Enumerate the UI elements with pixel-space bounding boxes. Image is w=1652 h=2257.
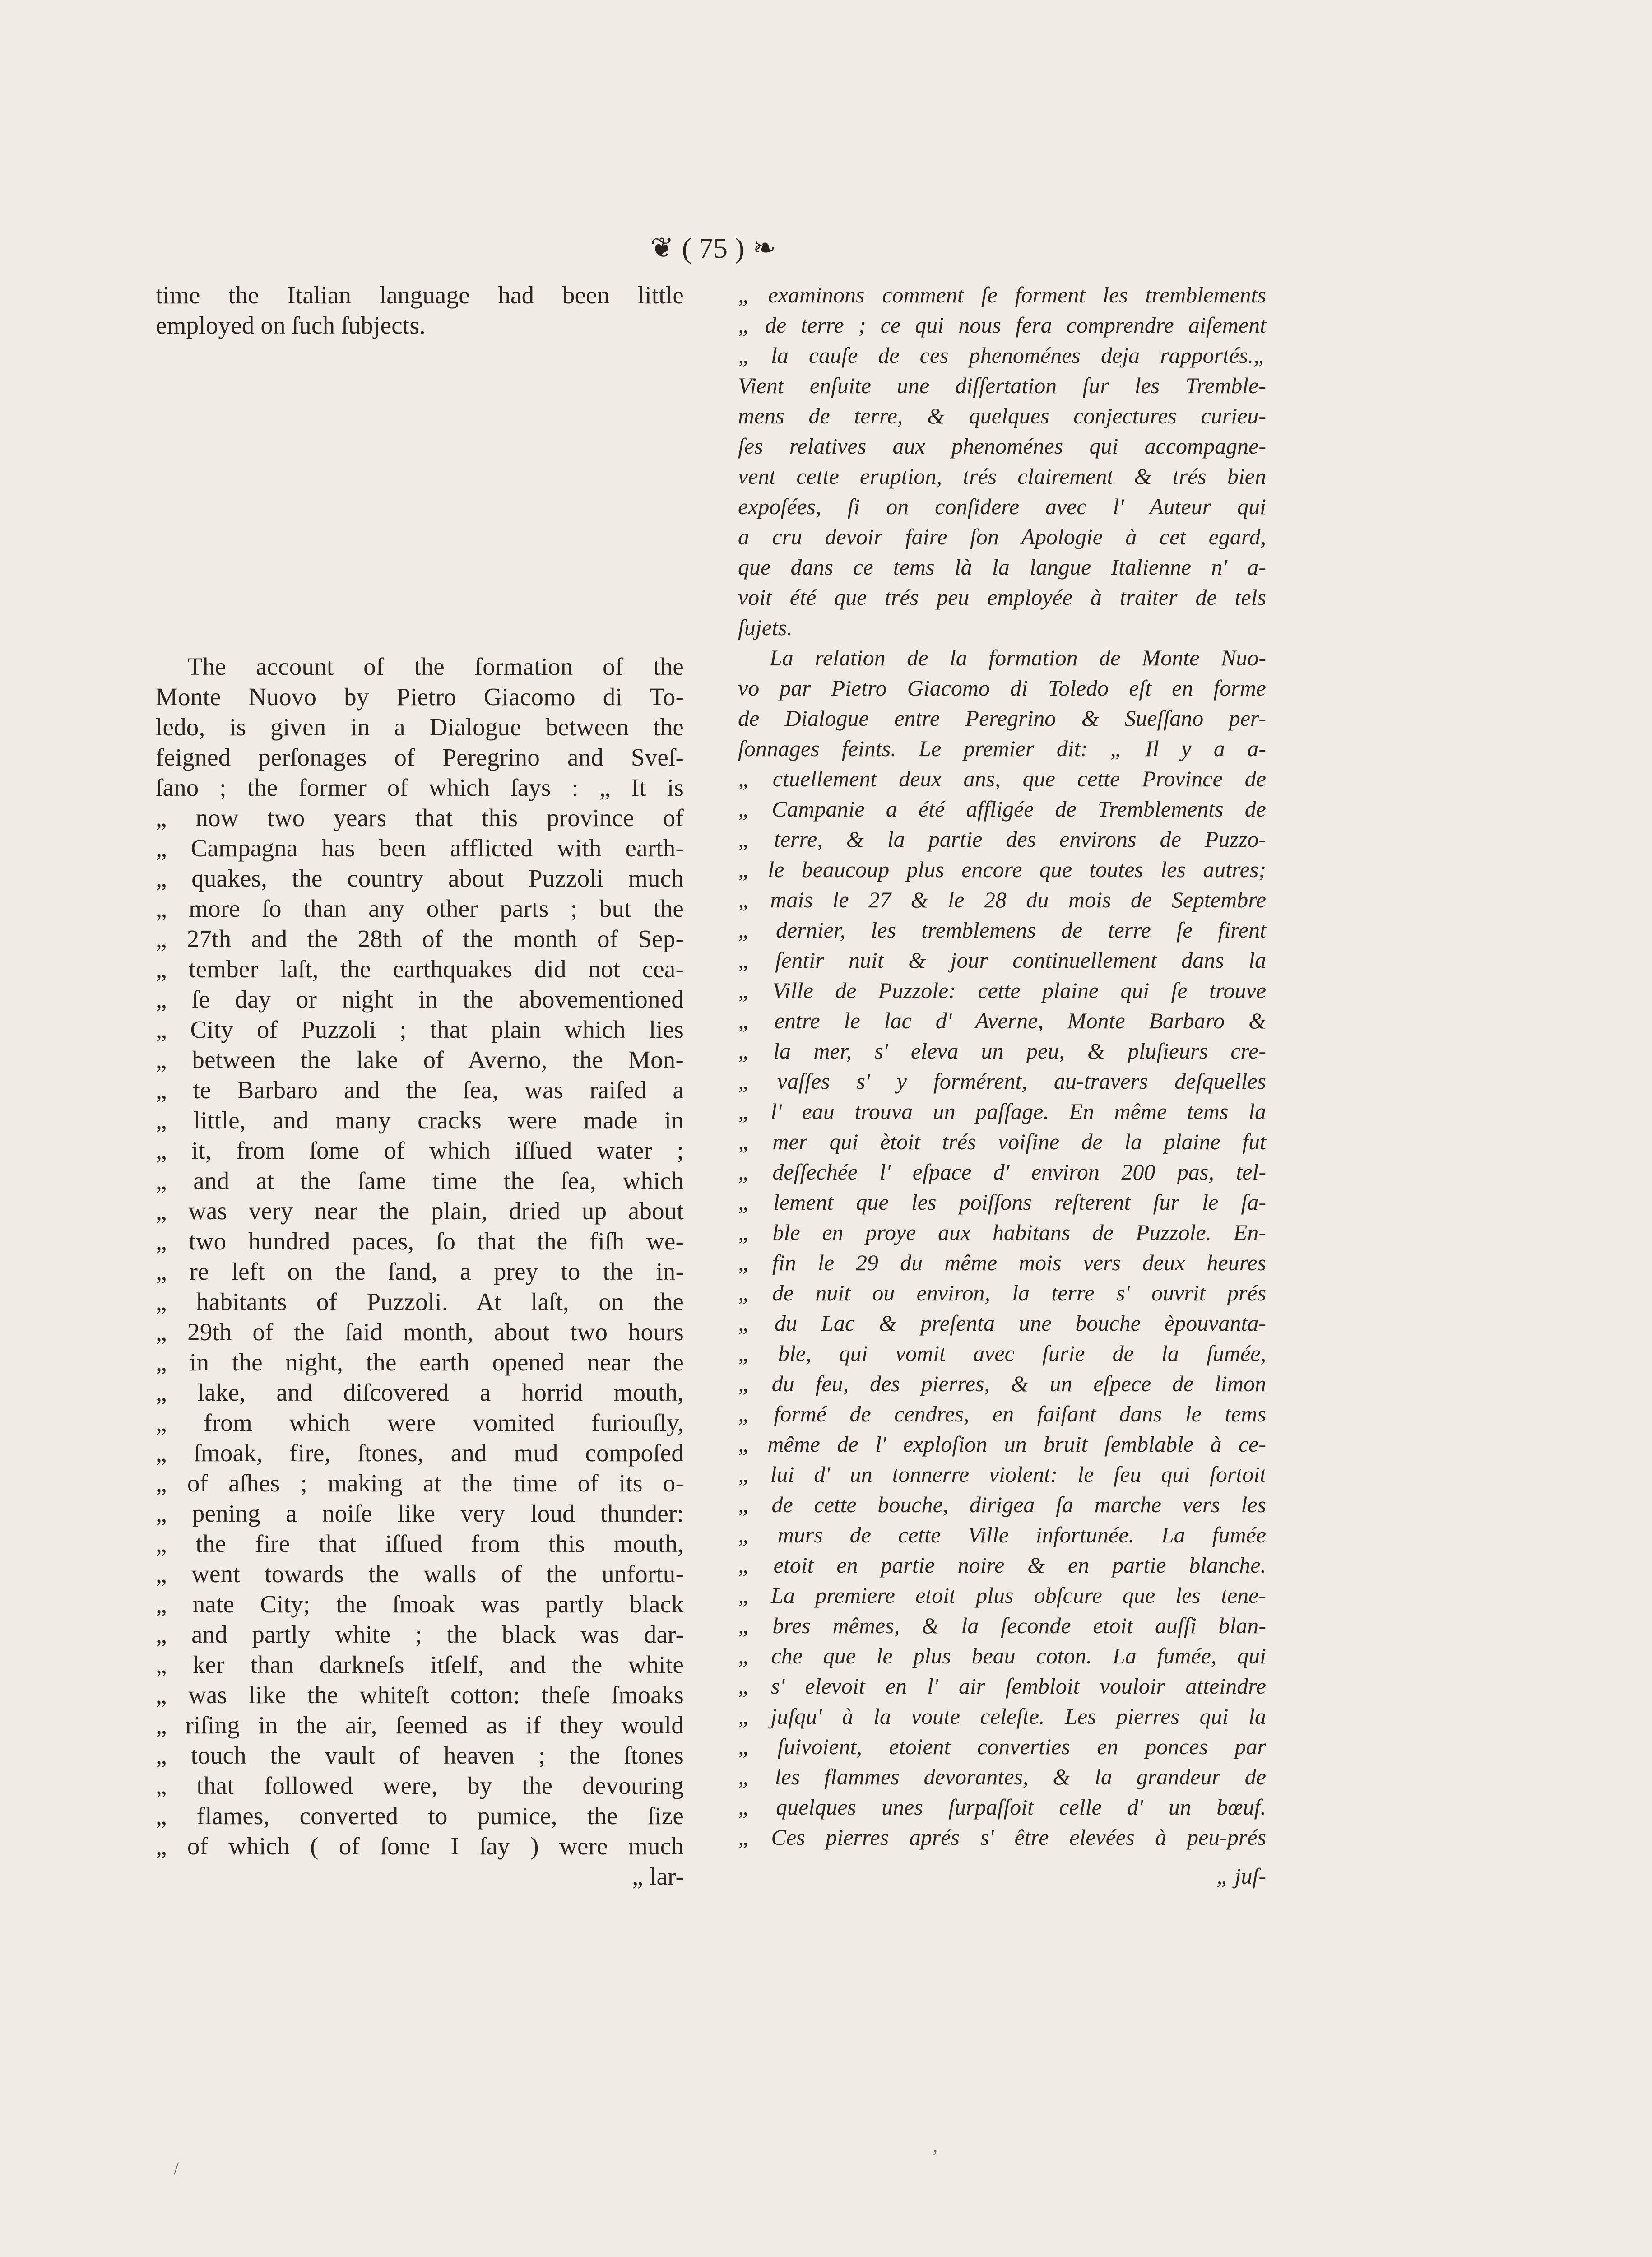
text-line: „ nate City; the ſmoak was partly black [156,1590,684,1618]
text-line: feigned perſonages of Peregrino and Sveſ- [156,743,684,771]
text-line: „ that followed were, by the devouring [156,1772,684,1799]
text-line: „ of aſhes ; making at the time of its o- [156,1469,684,1497]
page-header [627,228,799,269]
text-line: „ le beaucoup plus encore que toutes les autres; [738,857,1266,882]
text-line: „ flames, converted to pumice, the ſize [156,1802,684,1830]
english-column-body [156,651,684,1861]
text-line: „ re left on the ſand, a prey to the in- [156,1258,684,1285]
text-line: „ formé de cendres, en faiſant dans le tems [738,1401,1266,1426]
text-line: „ la mer, s' eleva un peu, & pluſieurs cre- [738,1038,1266,1063]
text-line: ſonnages feints. Le premier dit: „ Il y a a- [738,736,1266,761]
text-line: ſano ; the former of which ſays : „ It is [156,774,684,801]
text-line: „ de terre ; ce qui nous fera comprendre aiſement [738,312,1266,338]
text-line: „ Campanie a été affligée de Tremblements de [738,796,1266,822]
text-line: „ dernier, les tremblemens de terre ſe firent [738,917,1266,943]
text-line: „ ble en proye aux habitans de Puzzole. En- [738,1220,1266,1245]
english-catchword: „ lar- [632,1862,684,1890]
text-line: „ entre le lac d' Averne, Monte Barbaro & [738,1008,1266,1033]
text-line: „ ſmoak, fire, ſtones, and mud compoſed [156,1439,684,1467]
text-line: „ de nuit ou environ, la terre s' ouvrit prés [738,1280,1266,1305]
text-line: „ deſſechée l' eſpace d' environ 200 pas, tel- [738,1159,1266,1184]
text-line: „ mais le 27 & le 28 du mois de Septembre [738,887,1266,912]
text-line: employed on ſuch ſubjects. [156,311,426,339]
stray-mark: / [174,2158,179,2178]
text-line: „ and partly white ; the black was dar- [156,1621,684,1648]
text-line: „ 27th and the 28th of the month of Sep- [156,925,684,952]
text-line: „ pening a noiſe like very loud thunder: [156,1500,684,1527]
text-line: „ was like the whiteſt cotton: theſe ſmoaks [156,1681,684,1709]
text-line: „ habitants of Puzzoli. At laſt, on the [156,1288,684,1315]
text-line: „ now two years that this province of [156,804,684,831]
text-line: Vient enſuite une diſſertation ſur les Tremble- [738,373,1266,398]
text-line: de Dialogue entre Peregrino & Sueſſano per- [738,706,1266,731]
text-line: „ 29th of the ſaid month, about two hours [156,1318,684,1346]
text-line: „ ſentir nuit & jour continuellement dans la [738,947,1266,973]
text-line: „ du feu, des pierres, & un eſpece de limon [738,1371,1266,1396]
english-column-top [156,280,684,340]
text-line: expoſées, ſi on conſidere avec l' Auteur qui [738,494,1266,519]
french-column [738,280,1266,1853]
stray-mark: ‚ [932,2136,938,2156]
text-line: ledo, is given in a Dialogue between the [156,713,684,741]
text-line: „ quelques unes ſurpaſſoit celle d' un bœuf. [738,1794,1266,1820]
text-line: „ went towards the walls of the unfortu- [156,1560,684,1588]
text-line: The account of the formation of the [187,653,684,680]
text-line: que dans ce tems là la langue Italienne n' a- [738,554,1266,580]
text-line: „ terre, & la partie des environs de Puzzo- [738,827,1266,852]
text-line: „ Campagna has been afflicted with earth- [156,834,684,862]
text-line: vo par Pietro Giacomo di Toledo eſt en forme [738,675,1266,701]
text-line: mens de terre, & quelques conjectures curieu- [738,403,1266,428]
text-line: „ les flammes devorantes, & la grandeur de [738,1764,1266,1789]
text-line: „ Ces pierres aprés s' être elevées à peu-prés [738,1825,1266,1850]
text-line: „ City of Puzzoli ; that plain which lies [156,1016,684,1043]
page-number: ( 75 ) [682,232,745,264]
text-line: „ de cette bouche, dirigea ſa marche vers les [738,1492,1266,1517]
text-line: „ tember laſt, the earthquakes did not cea- [156,955,684,983]
text-line: „ little, and many cracks were made in [156,1106,684,1134]
text-line: „ lake, and diſcovered a horrid mouth, [156,1379,684,1406]
text-line: vent cette eruption, trés clairement & trés bien [738,464,1266,489]
text-line: „ touch the vault of heaven ; the ſtones [156,1742,684,1769]
text-line: „ ker than darkneſs itſelf, and the white [156,1651,684,1678]
text-line: „ fin le 29 du même mois vers deux heures [738,1250,1266,1275]
text-line: „ lement que les poiſſons reſterent ſur le ſa- [738,1189,1266,1215]
text-line: „ la cauſe de ces phenoménes deja rapportés.„ [738,343,1266,368]
text-line: „ l' eau trouva un paſſage. En même tems la [738,1099,1266,1124]
text-line: „ Ville de Puzzole: cette plaine qui ſe trouve [738,978,1266,1003]
text-line: „ juſqu' à la voute celeſte. Les pierres qui la [738,1704,1266,1729]
text-line: „ mer qui ètoit trés voiſine de la plaine fut [738,1129,1266,1154]
text-line: „ te Barbaro and the ſea, was raiſed a [156,1076,684,1104]
text-line: ſujets. [738,615,793,640]
text-line: La relation de la formation de Monte Nuo- [770,645,1266,670]
text-line: a cru devoir faire ſon Apologie à cet egard, [738,524,1266,549]
text-line: „ more ſo than any other parts ; but the [156,895,684,922]
text-line: „ quakes, the country about Puzzoli much [156,864,684,892]
text-line: „ vaſſes s' y formérent, au-travers deſquelles [738,1068,1266,1094]
text-line: „ murs de cette Ville infortunée. La fumée [738,1522,1266,1547]
text-line: „ from which were vomited furiouſly, [156,1409,684,1436]
text-line: „ of which ( of ſome I ſay ) were much [156,1832,684,1860]
text-line: „ two hundred paces, ſo that the fiſh we- [156,1227,684,1255]
text-line: „ ble, qui vomit avec furie de la fumée, [738,1341,1266,1366]
text-line: ſes relatives aux phenoménes qui accompagne- [738,433,1266,459]
text-line: „ was very near the plain, dried up about [156,1197,684,1225]
text-line: „ même de l' exploſion un bruit ſemblable à ce- [738,1431,1266,1457]
french-catchword: „ juſ- [1216,1863,1266,1889]
text-line: „ between the lake of Averno, the Mon- [156,1046,684,1073]
text-line: voit été que trés peu employée à traiter de tels [738,585,1266,610]
ornament-right-icon: ❧ [752,233,776,264]
text-line: Monte Nuovo by Pietro Giacomo di To- [156,683,684,711]
text-line: time the Italian language had been little [156,281,684,309]
text-line: „ it, from ſome of which iſſued water ; [156,1137,684,1164]
text-line: „ ctuellement deux ans, que cette Province de [738,766,1266,791]
text-line: „ che que le plus beau coton. La fumée, qui [738,1643,1266,1668]
text-line: „ etoit en partie noire & en partie blanche. [738,1552,1266,1578]
text-line: „ La premiere etoit plus obſcure que les tene- [738,1583,1266,1608]
text-line: „ lui d' un tonnerre violent: le feu qui ſortoit [738,1462,1266,1487]
ornament-left-icon: ❦ [650,233,674,264]
text-line: „ and at the ſame time the ſea, which [156,1167,684,1194]
text-line: „ ſe day or night in the abovementioned [156,985,684,1013]
text-line: „ du Lac & preſenta une bouche èpouvanta- [738,1310,1266,1336]
text-line: „ in the night, the earth opened near the [156,1348,684,1376]
text-line: „ s' elevoit en l' air ſembloit vouloir atteindre [738,1673,1266,1699]
text-line: „ the fire that iſſued from this mouth, [156,1530,684,1557]
text-line: „ riſing in the air, ſeemed as if they would [156,1711,684,1739]
text-line: „ bres mêmes, & la ſeconde etoit auſſi blan- [738,1613,1266,1638]
text-line: „ examinons comment ſe forment les tremblements [738,282,1266,307]
text-line: „ ſuivoient, etoient converties en ponces par [738,1734,1266,1759]
